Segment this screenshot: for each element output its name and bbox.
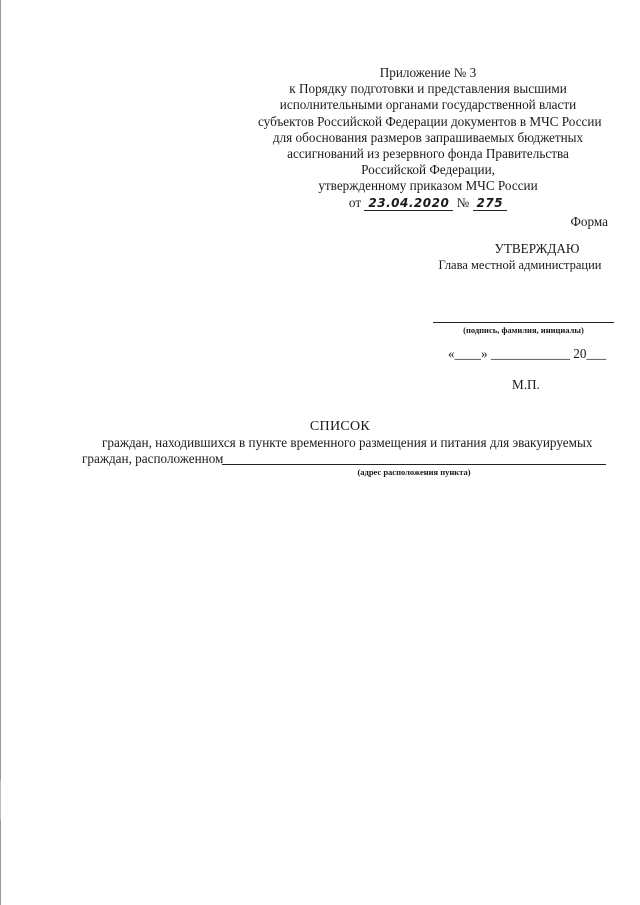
- approval-title: УТВЕРЖДАЮ: [494, 241, 580, 256]
- order-date-number: [258, 195, 598, 211]
- handwritten-number: 275: [473, 197, 508, 211]
- scan-edge-mark: [0, 780, 5, 820]
- appendix-line-2: к Порядку подготовки и представления высшими: [289, 81, 567, 97]
- list-location-label: граждан, расположенном: [82, 451, 224, 466]
- handwritten-date: 23.04.2020: [364, 197, 453, 211]
- date-prefix: от: [348, 194, 362, 210]
- stamp-label: М.П.: [512, 377, 540, 392]
- location-caption: (адрес расположения пункта): [357, 467, 471, 477]
- appendix-line-1: Приложение № 3: [379, 65, 477, 80]
- appendix-line-6: ассигнований из резервного фонда Правительства: [287, 146, 569, 162]
- number-prefix: №: [456, 194, 470, 210]
- list-title: СПИСОК: [309, 419, 371, 434]
- appendix-line-4: субъектов Российской Федерации документов в МЧС России: [258, 113, 602, 129]
- appendix-header: [258, 65, 602, 211]
- list-description: граждан, находившихся в пункте временного размещения и питания для эвакуируемых: [102, 435, 593, 450]
- approval-subtitle: Глава местной администрации: [438, 258, 602, 272]
- form-label: Форма: [570, 214, 608, 229]
- page-left-edge: [0, 0, 6, 905]
- signature-caption: (подпись, фамилия, инициалы): [463, 325, 584, 335]
- signature-line: [433, 322, 614, 323]
- appendix-line-3: исполнительными органами государственной власти: [279, 97, 577, 113]
- approval-block: [430, 241, 620, 273]
- location-line: [222, 464, 606, 465]
- appendix-line-5: для обоснования размеров запрашиваемых бюджетных: [272, 129, 584, 145]
- appendix-line-8: утвержденному приказом МЧС России: [318, 178, 538, 194]
- approval-date-line: «____» ____________ 20___: [448, 346, 607, 361]
- appendix-line-7: Российской Федерации,: [361, 162, 495, 178]
